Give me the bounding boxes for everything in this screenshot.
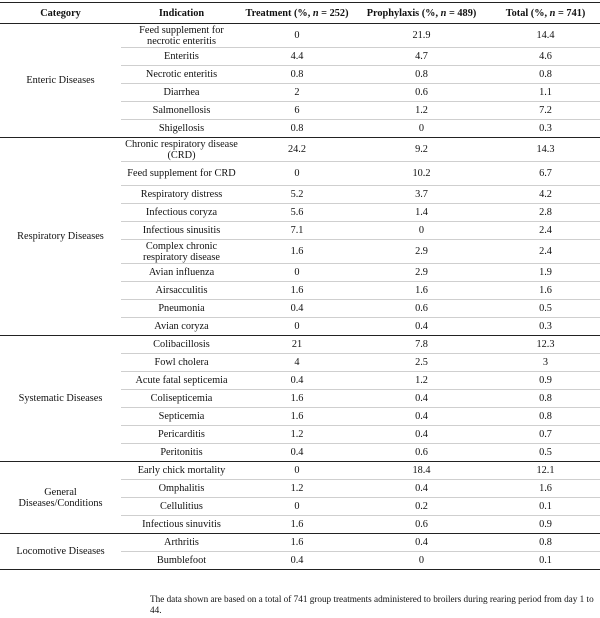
treatment-cell: 1.6 bbox=[242, 516, 352, 534]
indication-cell: Avian coryza bbox=[121, 318, 242, 336]
total-cell: 0.3 bbox=[491, 318, 600, 336]
total-cell: 0.3 bbox=[491, 120, 600, 138]
treatment-cell: 2 bbox=[242, 84, 352, 102]
indication-cell: Colibacillosis bbox=[121, 336, 242, 354]
prophylaxis-cell: 0 bbox=[352, 552, 491, 570]
prophylaxis-cell: 0.4 bbox=[352, 426, 491, 444]
treatment-cell: 24.2 bbox=[242, 138, 352, 162]
header-category: Category bbox=[0, 3, 121, 24]
total-cell: 0.8 bbox=[491, 534, 600, 552]
indication-cell: Salmonellosis bbox=[121, 102, 242, 120]
total-cell: 0.8 bbox=[491, 66, 600, 84]
prophylaxis-cell: 1.2 bbox=[352, 102, 491, 120]
table-row bbox=[0, 336, 600, 354]
prophylaxis-cell: 0.6 bbox=[352, 84, 491, 102]
treatment-cell: 0.4 bbox=[242, 300, 352, 318]
indication-cell: Pneumonia bbox=[121, 300, 242, 318]
indication-cell: Arthritis bbox=[121, 534, 242, 552]
indication-cell: Diarrhea bbox=[121, 84, 242, 102]
category-cell: Locomotive Diseases bbox=[0, 534, 121, 570]
prophylaxis-cell: 18.4 bbox=[352, 462, 491, 480]
indication-cell: Respiratory distress bbox=[121, 186, 242, 204]
treatment-cell: 0 bbox=[242, 264, 352, 282]
total-cell: 0.8 bbox=[491, 408, 600, 426]
treatment-cell: 7.1 bbox=[242, 222, 352, 240]
treatment-cell: 1.6 bbox=[242, 390, 352, 408]
table-row bbox=[0, 138, 600, 162]
prophylaxis-cell: 0.4 bbox=[352, 408, 491, 426]
treatment-cell: 4 bbox=[242, 354, 352, 372]
treatment-cell: 5.6 bbox=[242, 204, 352, 222]
indication-cell: Fowl cholera bbox=[121, 354, 242, 372]
total-cell: 2.4 bbox=[491, 240, 600, 264]
indication-cell: Acute fatal septicemia bbox=[121, 372, 242, 390]
total-cell: 0.5 bbox=[491, 300, 600, 318]
total-cell: 6.7 bbox=[491, 162, 600, 186]
total-cell: 14.3 bbox=[491, 138, 600, 162]
header-row bbox=[0, 3, 600, 24]
table-row bbox=[0, 462, 600, 480]
header-treatment: Treatment (%, n = 252) bbox=[242, 3, 352, 24]
treatment-cell: 5.2 bbox=[242, 186, 352, 204]
total-cell: 0.1 bbox=[491, 498, 600, 516]
total-cell: 0.8 bbox=[491, 390, 600, 408]
indication-cell: Enteritis bbox=[121, 48, 242, 66]
indication-cell: Peritonitis bbox=[121, 444, 242, 462]
indication-cell: Bumblefoot bbox=[121, 552, 242, 570]
indications-table bbox=[0, 2, 600, 570]
indication-cell: Feed supplement for CRD bbox=[121, 162, 242, 186]
total-cell: 1.6 bbox=[491, 282, 600, 300]
treatment-cell: 6 bbox=[242, 102, 352, 120]
total-cell: 4.2 bbox=[491, 186, 600, 204]
prophylaxis-cell: 3.7 bbox=[352, 186, 491, 204]
indication-cell: Infectious sinuvitis bbox=[121, 516, 242, 534]
prophylaxis-cell: 0.6 bbox=[352, 444, 491, 462]
prophylaxis-cell: 0.4 bbox=[352, 534, 491, 552]
indication-cell: Airsacculitis bbox=[121, 282, 242, 300]
total-cell: 2.8 bbox=[491, 204, 600, 222]
indication-cell: Chronic respiratory disease (CRD) bbox=[121, 138, 242, 162]
treatment-cell: 1.2 bbox=[242, 426, 352, 444]
total-cell: 3 bbox=[491, 354, 600, 372]
indication-cell: Cellulitius bbox=[121, 498, 242, 516]
total-cell: 1.9 bbox=[491, 264, 600, 282]
treatment-cell: 1.6 bbox=[242, 534, 352, 552]
prophylaxis-cell: 1.6 bbox=[352, 282, 491, 300]
treatment-cell: 0 bbox=[242, 318, 352, 336]
total-cell: 1.1 bbox=[491, 84, 600, 102]
treatment-cell: 0.4 bbox=[242, 372, 352, 390]
prophylaxis-cell: 2.9 bbox=[352, 264, 491, 282]
treatment-cell: 0.4 bbox=[242, 552, 352, 570]
treatment-cell: 0 bbox=[242, 24, 352, 48]
prophylaxis-cell: 1.2 bbox=[352, 372, 491, 390]
treatment-cell: 21 bbox=[242, 336, 352, 354]
treatment-cell: 0 bbox=[242, 162, 352, 186]
treatment-cell: 1.6 bbox=[242, 282, 352, 300]
table-row bbox=[0, 24, 600, 48]
treatment-cell: 1.2 bbox=[242, 480, 352, 498]
indication-cell: Colisepticemia bbox=[121, 390, 242, 408]
header-prophylaxis: Prophylaxis (%, n = 489) bbox=[352, 3, 491, 24]
total-cell: 0.1 bbox=[491, 552, 600, 570]
total-cell: 0.9 bbox=[491, 516, 600, 534]
total-cell: 14.4 bbox=[491, 24, 600, 48]
treatment-cell: 0 bbox=[242, 498, 352, 516]
treatment-cell: 4.4 bbox=[242, 48, 352, 66]
indication-cell: Infectious coryza bbox=[121, 204, 242, 222]
category-cell: Enteric Diseases bbox=[0, 24, 121, 138]
prophylaxis-cell: 7.8 bbox=[352, 336, 491, 354]
table-body bbox=[0, 24, 600, 570]
category-cell: Respiratory Diseases bbox=[0, 138, 121, 336]
indication-cell: Septicemia bbox=[121, 408, 242, 426]
total-cell: 12.3 bbox=[491, 336, 600, 354]
prophylaxis-cell: 10.2 bbox=[352, 162, 491, 186]
table-footnote: The data shown are based on a total of 741 group treatments administered to broilers during rearing period from day 1 to 44. bbox=[150, 594, 594, 615]
indication-cell: Omphalitis bbox=[121, 480, 242, 498]
prophylaxis-cell: 4.7 bbox=[352, 48, 491, 66]
total-cell: 1.6 bbox=[491, 480, 600, 498]
indication-cell: Infectious sinusitis bbox=[121, 222, 242, 240]
table-row bbox=[0, 534, 600, 552]
prophylaxis-cell: 1.4 bbox=[352, 204, 491, 222]
prophylaxis-cell: 0.2 bbox=[352, 498, 491, 516]
prophylaxis-cell: 2.9 bbox=[352, 240, 491, 264]
treatment-cell: 1.6 bbox=[242, 408, 352, 426]
indication-cell: Pericarditis bbox=[121, 426, 242, 444]
total-cell: 0.9 bbox=[491, 372, 600, 390]
category-cell: General Diseases/Conditions bbox=[0, 462, 121, 534]
prophylaxis-cell: 0.4 bbox=[352, 390, 491, 408]
prophylaxis-cell: 0.8 bbox=[352, 66, 491, 84]
prophylaxis-cell: 0.6 bbox=[352, 300, 491, 318]
indication-cell: Avian influenza bbox=[121, 264, 242, 282]
total-cell: 0.5 bbox=[491, 444, 600, 462]
prophylaxis-cell: 0.4 bbox=[352, 480, 491, 498]
total-cell: 4.6 bbox=[491, 48, 600, 66]
total-cell: 0.7 bbox=[491, 426, 600, 444]
prophylaxis-cell: 0 bbox=[352, 120, 491, 138]
treatment-cell: 0 bbox=[242, 462, 352, 480]
treatment-cell: 1.6 bbox=[242, 240, 352, 264]
header-total: Total (%, n = 741) bbox=[491, 3, 600, 24]
treatment-cell: 0.8 bbox=[242, 120, 352, 138]
prophylaxis-cell: 0.4 bbox=[352, 318, 491, 336]
prophylaxis-cell: 2.5 bbox=[352, 354, 491, 372]
total-cell: 2.4 bbox=[491, 222, 600, 240]
total-cell: 7.2 bbox=[491, 102, 600, 120]
prophylaxis-cell: 0.6 bbox=[352, 516, 491, 534]
prophylaxis-cell: 9.2 bbox=[352, 138, 491, 162]
indication-cell: Early chick mortality bbox=[121, 462, 242, 480]
indication-cell: Complex chronic respiratory disease bbox=[121, 240, 242, 264]
category-cell: Systematic Diseases bbox=[0, 336, 121, 462]
indication-cell: Necrotic enteritis bbox=[121, 66, 242, 84]
indication-cell: Shigellosis bbox=[121, 120, 242, 138]
prophylaxis-cell: 21.9 bbox=[352, 24, 491, 48]
prophylaxis-cell: 0 bbox=[352, 222, 491, 240]
header-indication: Indication bbox=[121, 3, 242, 24]
indication-cell: Feed supplement for necrotic enteritis bbox=[121, 24, 242, 48]
treatment-cell: 0.4 bbox=[242, 444, 352, 462]
total-cell: 12.1 bbox=[491, 462, 600, 480]
treatment-cell: 0.8 bbox=[242, 66, 352, 84]
